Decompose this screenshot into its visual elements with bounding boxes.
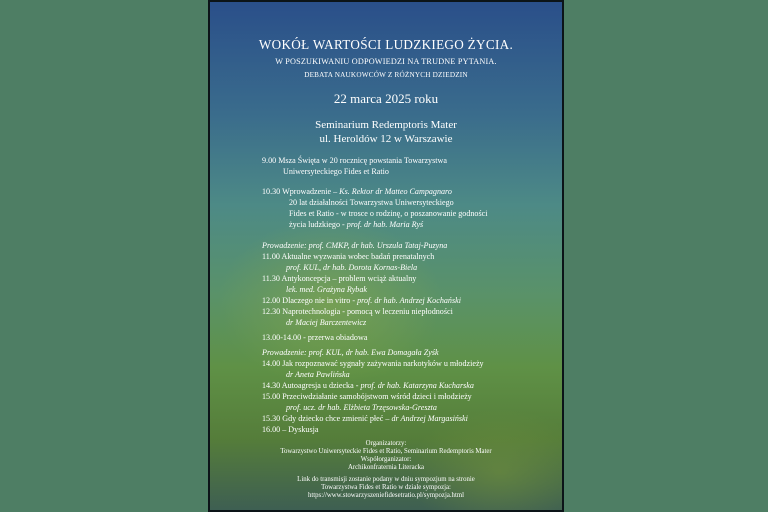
program-line: Fides et Ratio - w trosce o rodzinę, o poszanowanie godności: [289, 209, 488, 218]
organizers-label: Organizatorzy:: [365, 440, 407, 447]
program-line: prof. KUL, dr hab. Dorota Kornas-Biela: [286, 263, 418, 272]
event-address: ul. Heroldów 12 w Warszawie: [319, 133, 453, 145]
event-date: 22 marca 2025 roku: [333, 91, 439, 106]
stream-info-2: Towarzystwa Fides et Ratio w dziale sympozja:: [321, 484, 451, 491]
program-line: dr Maciej Barczentewicz: [286, 318, 367, 327]
organizers: Towarzystwo Uniwersyteckie Fides et Ratio, Seminarium Redemptoris Mater: [280, 448, 492, 455]
program-line: 11.30 Antykoncepcja – problem wciąż aktualny: [262, 274, 417, 283]
program-line: 14.00 Jak rozpoznawać sygnały zażywania narkotyków u młodzieży: [262, 359, 484, 368]
program-line: Prowadzenie: prof. KUL, dr hab. Ewa Domagała Zyśk: [262, 348, 439, 357]
poster-title: WOKÓŁ WARTOŚCI LUDZKIEGO ŻYCIA.: [258, 37, 514, 52]
program-line: 16.00 – Dyskusja: [262, 425, 319, 434]
poster-subtitle-2: DEBATA NAUKOWCÓW Z RÓŻNYCH DZIEDZIN: [304, 71, 468, 79]
event-poster: [208, 0, 564, 512]
program-line: 20 lat działalności Towarzystwa Uniwersyteckiego: [289, 198, 454, 207]
program-line: Uniwersyteckiego Fides et Ratio: [283, 167, 389, 176]
coorganizer-label: Współorganizator:: [360, 456, 412, 463]
event-venue: Seminarium Redemptoris Mater: [315, 119, 457, 131]
stream-url: https://www.stowarzyszeniefidesetratio.pl/sympozja.html: [307, 492, 465, 499]
poster-subtitle: W POSZUKIWANIU ODPOWIEDZI NA TRUDNE PYTANIA.: [275, 57, 497, 66]
coorganizer: Archikonfraternia Literacka: [347, 464, 425, 471]
stream-info: Link do transmisji zostanie podany w dniu sympozjum na stronie: [297, 476, 475, 483]
program-line: 15.00 Przeciwdziałanie samobójstwom wśród dzieci i młodzieży: [262, 392, 472, 401]
program-line: 10.30 Wprowadzenie – Ks. Rektor dr Matteo Campagnaro: [262, 187, 452, 196]
program-line: 11.00 Aktualne wyzwania wobec badań prenatalnych: [262, 252, 435, 261]
program-line: 15.30 Gdy dziecko chce zmienić płeć – dr Andrzej Margasiński: [262, 414, 468, 423]
program-line: Prowadzenie: prof. CMKP, dr hab. Urszula Tataj-Puzyna: [262, 241, 448, 250]
program-line: 14.30 Autoagresja u dziecka - prof. dr hab. Katarzyna Kucharska: [262, 381, 474, 390]
program-line: życia ludzkiego - prof. dr hab. Maria Ryś: [289, 220, 424, 229]
program-line: prof. ucz. dr hab. Elżbieta Trzęsowska-Greszta: [286, 403, 437, 412]
program-line: 13.00-14.00 - przerwa obiadowa: [262, 333, 368, 342]
program-line: 12.00 Dlaczego nie in vitro - prof. dr hab. Andrzej Kochański: [262, 296, 461, 305]
program-line: 12.30 Naprotechnologia - pomocą w leczeniu niepłodności: [262, 307, 453, 316]
program-line: lek. med. Grażyna Rybak: [286, 285, 367, 294]
program-line: 9.00 Msza Święta w 20 rocznicę powstania Towarzystwa: [262, 156, 447, 165]
program-line: dr Aneta Pawlińska: [286, 370, 350, 379]
